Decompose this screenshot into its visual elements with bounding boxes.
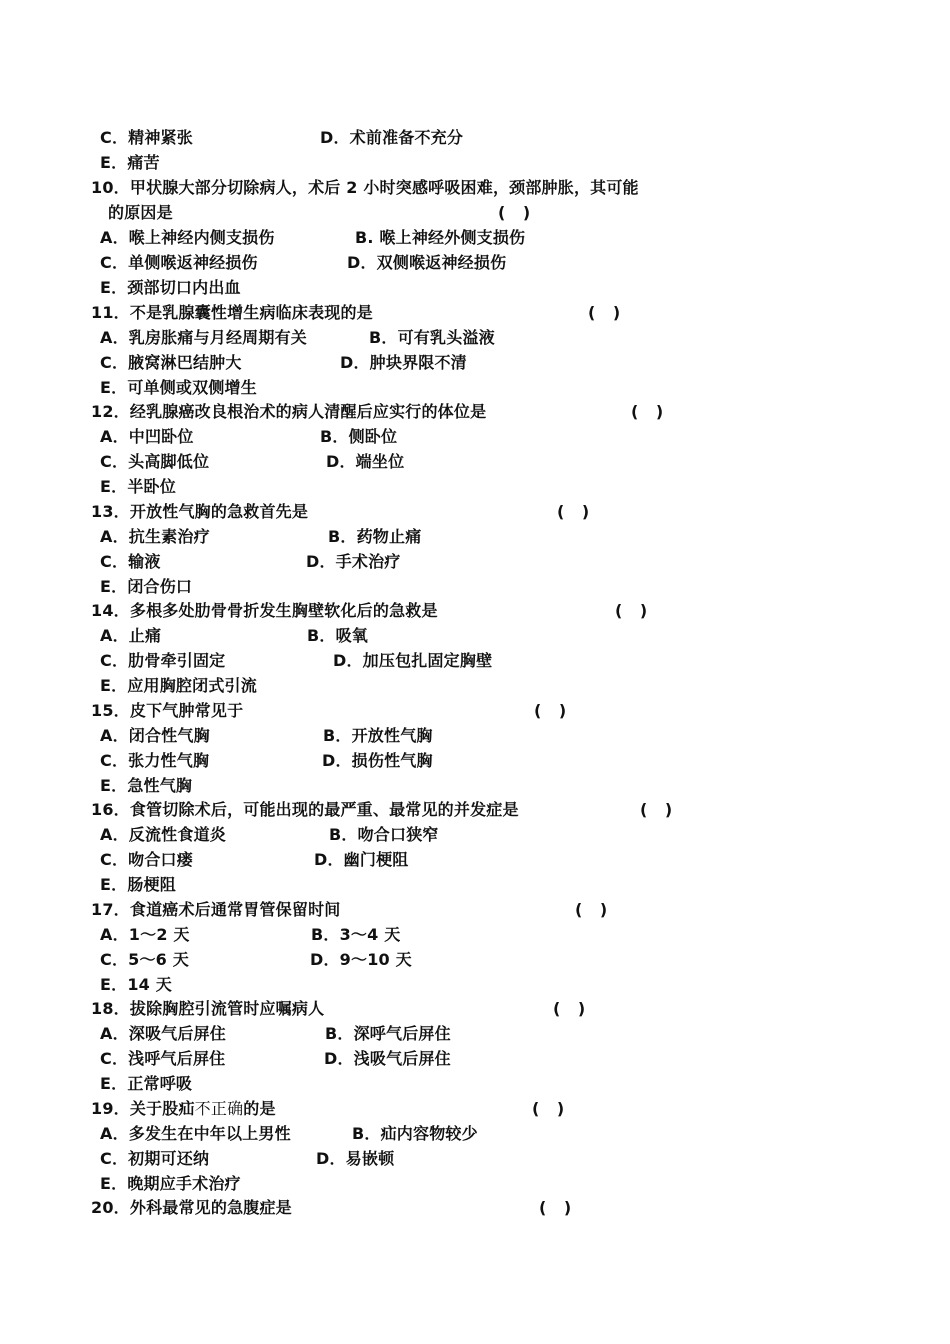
answer-blank-16[interactable]: ( ) [640, 800, 679, 819]
answer-blank-14[interactable]: ( ) [615, 601, 654, 620]
answer-blank-11[interactable]: ( ) [588, 303, 627, 322]
option-10e: E．颈部切口内出血 [100, 278, 241, 297]
answer-blank-17[interactable]: ( ) [575, 900, 614, 919]
question-17: 17．食道癌术后通常胃管保留时间 [91, 900, 341, 919]
option-14c: C．肋骨牵引固定 [100, 651, 226, 670]
option-12c: C．头高脚低位 [100, 452, 210, 471]
answer-blank-15[interactable]: ( ) [534, 701, 573, 720]
option-15b: B．开放性气胸 [323, 726, 433, 745]
option-11a: A．乳房胀痛与月经周期有关 [100, 328, 307, 347]
option-12b: B．侧卧位 [320, 427, 398, 446]
option-19c: C．初期可还纳 [100, 1149, 210, 1168]
option-17c: C．5～6 天 [100, 950, 189, 969]
answer-blank-13[interactable]: ( ) [557, 502, 596, 521]
option-17e: E．14 天 [100, 975, 172, 994]
option-16b: B．吻合口狭窄 [329, 825, 439, 844]
question-12: 12．经乳腺癌改良根治术的病人清醒后应实行的体位是 [91, 402, 487, 421]
question-16: 16．食管切除术后，可能出现的最严重、最常见的并发症是 [91, 800, 519, 819]
question-19-text-c: 的是 [243, 1099, 276, 1118]
option-18b: B．深呼气后屏住 [325, 1024, 451, 1043]
option-14d: D．加压包扎固定胸壁 [333, 651, 493, 670]
option-13e: E．闭合伤口 [100, 577, 193, 596]
option-18a: A．深吸气后屏住 [100, 1024, 226, 1043]
option-11b: B．可有乳头溢液 [369, 328, 495, 347]
option-15a: A．闭合性气胸 [100, 726, 210, 745]
option-18e: E．正常呼吸 [100, 1074, 193, 1093]
option-15d: D．损伤性气胸 [322, 751, 433, 770]
option-13a: A．抗生素治疗 [100, 527, 210, 546]
option-11c: C．腋窝淋巴结肿大 [100, 353, 242, 372]
question-19-text-a: 19．关于股疝 [91, 1099, 195, 1118]
question-19-text-b: 不正确 [194, 1099, 244, 1118]
question-13: 13．开放性气胸的急救首先是 [91, 502, 309, 521]
question-10-cont: 的原因是 [108, 203, 173, 222]
question-11: 11．不是乳腺囊性增生病临床表现的是 [91, 303, 373, 322]
question-10: 10．甲状腺大部分切除病人，术后 2 小时突感呼吸困难，颈部肿胀，其可能 [91, 178, 639, 197]
option-19d: D．易嵌顿 [316, 1149, 395, 1168]
option-10b: B. 喉上神经外侧支损伤 [355, 228, 526, 247]
question-19 [91, 1097, 276, 1121]
answer-blank-19[interactable]: ( ) [532, 1099, 571, 1118]
option-11d: D．肿块界限不清 [340, 353, 467, 372]
option-19a: A．多发生在中年以上男性 [100, 1124, 291, 1143]
option-19e: E．晚期应手术治疗 [100, 1174, 241, 1193]
question-18: 18．拔除胸腔引流管时应嘱病人 [91, 999, 325, 1018]
option-16d: D．幽门梗阻 [314, 850, 409, 869]
option-15c: C．张力性气胸 [100, 751, 210, 770]
option-10a: A．喉上神经内侧支损伤 [100, 228, 275, 247]
option-12e: E．半卧位 [100, 477, 176, 496]
option-14a: A．止痛 [100, 626, 162, 645]
option-13d: D．手术治疗 [306, 552, 401, 571]
question-20: 20．外科最常见的急腹症是 [91, 1198, 292, 1217]
option-12d: D．端坐位 [326, 452, 405, 471]
option-15e: E．急性气胸 [100, 776, 193, 795]
option-19b: B．疝内容物较少 [352, 1124, 478, 1143]
option-10d: D．双侧喉返神经损伤 [347, 253, 507, 272]
option-16c: C．吻合口瘘 [100, 850, 193, 869]
option-9c: C．精神紧张 [100, 128, 193, 147]
option-9e: E．痛苦 [100, 153, 160, 172]
option-16a: A．反流性食道炎 [100, 825, 226, 844]
option-13b: B．药物止痛 [328, 527, 422, 546]
option-14e: E．应用胸腔闭式引流 [100, 676, 257, 695]
option-18d: D．浅吸气后屏住 [324, 1049, 451, 1068]
option-18c: C．浅呼气后屏住 [100, 1049, 226, 1068]
option-13c: C．输液 [100, 552, 161, 571]
question-14: 14．多根多处肋骨骨折发生胸壁软化后的急救是 [91, 601, 438, 620]
option-9d: D．术前准备不充分 [320, 128, 464, 147]
answer-blank-12[interactable]: ( ) [631, 402, 670, 421]
option-17d: D．9～10 天 [310, 950, 412, 969]
answer-blank-18[interactable]: ( ) [553, 999, 592, 1018]
option-11e: E．可单侧或双侧增生 [100, 378, 257, 397]
answer-blank-10[interactable]: ( ) [498, 203, 537, 222]
option-17b: B．3～4 天 [311, 925, 401, 944]
answer-blank-20[interactable]: ( ) [539, 1198, 578, 1217]
option-14b: B．吸氧 [307, 626, 368, 645]
option-16e: E．肠梗阻 [100, 875, 176, 894]
question-15: 15．皮下气肿常见于 [91, 701, 244, 720]
option-12a: A．中凹卧位 [100, 427, 194, 446]
option-17a: A．1～2 天 [100, 925, 190, 944]
option-10c: C．单侧喉返神经损伤 [100, 253, 258, 272]
